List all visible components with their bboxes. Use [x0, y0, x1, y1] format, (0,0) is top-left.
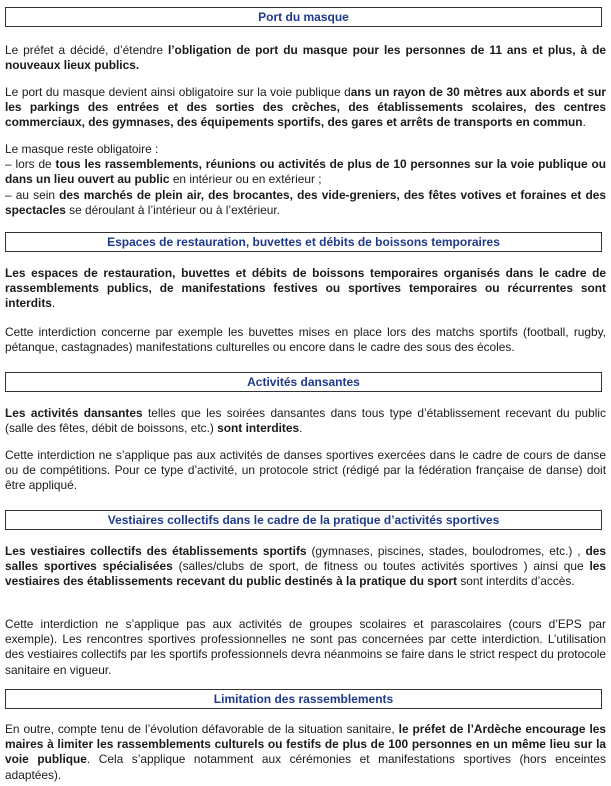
text: .: [299, 421, 303, 436]
paragraph: [5, 448, 606, 494]
bold-text: Les espaces de restauration, buvettes et débits de boissons temporaires organisés dans le cadre de rassemblements publics, de manifestations festives ou sportives temporaires ou récurrentes sont interdits: [5, 266, 606, 311]
text: Le masque reste obligatoire :: [5, 142, 159, 156]
text: . Cela s’applique notamment aux cérémonies et manifestations sportives (hors enceintes adaptées).: [5, 752, 606, 782]
text: se déroulant à l’intérieur ou à l’extérieur.: [65, 202, 280, 217]
bold-text: les vestiaires des établissements recevant du public destinés à la pratique du sport: [5, 559, 606, 589]
text: Le préfet a décidé, d’étendre: [5, 43, 168, 57]
bold-text: des salles sportives spécialisées: [5, 544, 607, 574]
bold-text: le préfet de l’Ardèche encourage les maires à limiter les rassemblements culturels ou festifs de plus de 100 personnes en un même lieu sur la voie publique: [5, 722, 606, 767]
bold-text: sont interdites: [217, 421, 300, 436]
paragraph: [5, 43, 606, 73]
text: (salles/clubs de sport, de fitness ou toutes activités sportives ) ainsi que: [172, 559, 590, 574]
text: Cette interdiction ne s’applique pas aux activités de danses sportives exercées dans le cadre de cours de danse ou de compétitions. Pour ce type d’activité, un protocole strict (rédigé par la fédération française de danse) doit être appliqué.: [5, 448, 606, 493]
text: .: [51, 296, 56, 311]
paragraph: [5, 544, 606, 590]
text: Cette interdiction concerne par exemple les buvettes mises en place lors des matchs sportifs (football, rugby, pétanque, castagnades) manifestations culturelles ou encore dans le cadre des sous des écoles.: [5, 325, 606, 355]
paragraph: [5, 617, 606, 678]
paragraph: [5, 722, 606, 783]
section-title-port-du-masque: Port du masque: [5, 7, 602, 27]
text: sont interdits d’accès.: [457, 574, 575, 589]
section-title-activites-dansantes: Activités dansantes: [5, 372, 602, 392]
bold-text: des marchés de plein air, des brocantes, des vide-greniers, des fêtes votives et foraines et des spectacles: [5, 187, 606, 217]
text: .: [582, 115, 586, 130]
text: – lors de: [5, 157, 56, 172]
paragraph: [5, 266, 606, 312]
paragraph: [5, 85, 606, 131]
paragraph: [5, 325, 606, 355]
section-title-vestiaires-collectifs: Vestiaires collectifs dans le cadre de la pratique d’activités sportives: [5, 510, 602, 530]
bold-text: ans un rayon de 30 mètres aux abords et sur les parkings des entrées et des sorties des crèches, des établissements scolaires, des centres commerciaux, des gymnases, des équipements sportifs, des gares et arrêts de transports en commun: [5, 85, 606, 130]
bold-text: Les vestiaires collectifs des établissements sportifs: [5, 544, 307, 558]
text: Cette interdiction ne s’applique pas aux activités de groupes scolaires et parascolaires (cours d’EPS par exemple). Les rencontres sportives professionnelles ne sont pas concernées par cette interdiction. L’utilisation des vestiaires collectifs par les sportifs professionnels devra néanmoins se faire dans le strict respect du protocole sanitaire en vigueur.: [5, 617, 606, 677]
text: Le port du masque devient ainsi obligatoire sur la voie publique d: [5, 85, 351, 99]
text: En outre, compte tenu de l’évolution défavorable de la situation sanitaire,: [5, 722, 399, 736]
paragraph: [5, 406, 606, 436]
bold-text: Les activités dansantes: [5, 406, 143, 420]
text: en intérieur ou en extérieur ;: [169, 172, 322, 187]
bold-text: l’obligation de port du masque pour les personnes de 11 ans et plus, à de nouveaux lieux publics.: [5, 43, 606, 73]
paragraph: [5, 142, 606, 218]
text: – au sein: [5, 187, 60, 202]
text: (gymnases, piscines, stades, boulodromes, etc.) ,: [306, 544, 586, 558]
section-title-espaces-restauration: Espaces de restauration, buvettes et débits de boissons temporaires: [5, 232, 602, 252]
bold-text: tous les rassemblements, réunions ou activités de plus de 10 personnes sur la voie publique ou dans un lieu ouvert au public: [5, 157, 606, 187]
section-title-limitation-rassemblements: Limitation des rassemblements: [5, 689, 602, 709]
text: telles que les soirées dansantes dans tous type d’établissement recevant du public (salle des fêtes, débit de boissons, etc.): [5, 406, 606, 436]
